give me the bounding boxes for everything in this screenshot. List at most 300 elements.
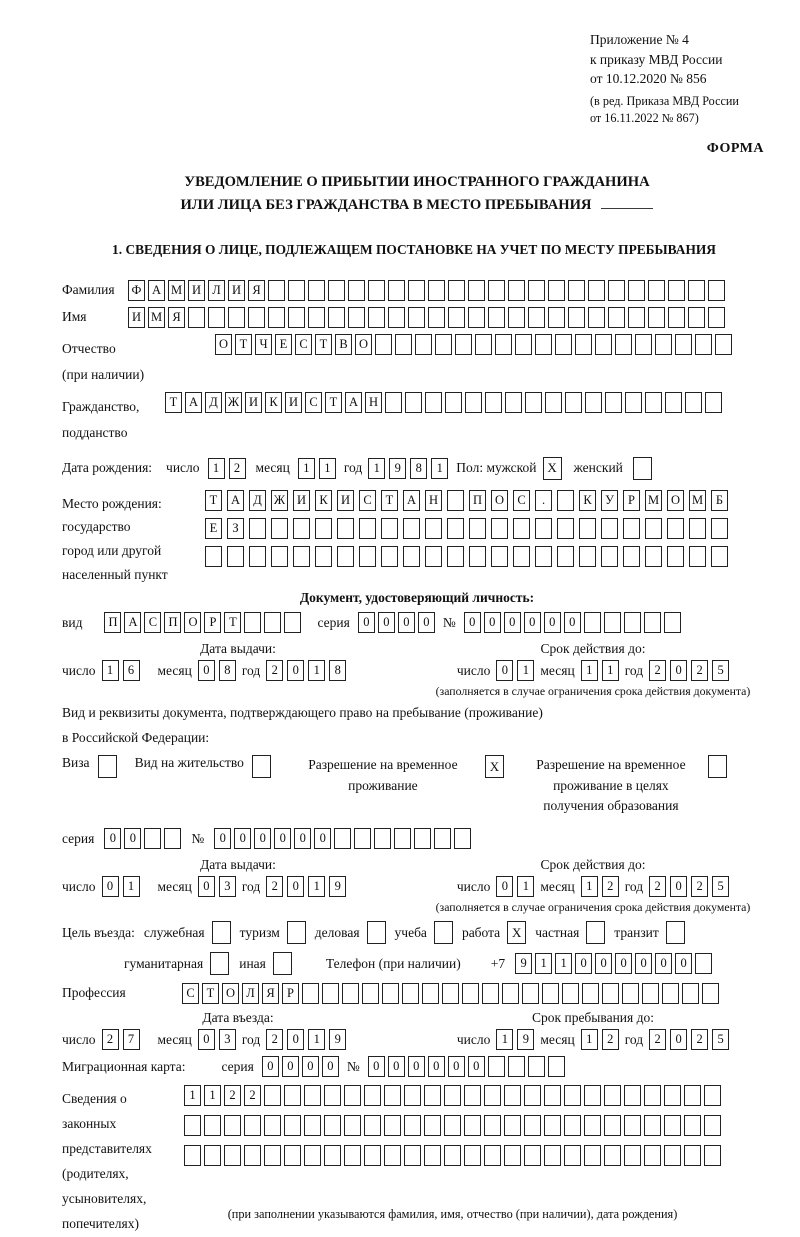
char-cell[interactable] <box>601 546 618 567</box>
char-cell[interactable] <box>528 1056 545 1077</box>
char-cell[interactable] <box>324 1085 341 1106</box>
char-cell[interactable] <box>447 546 464 567</box>
char-cell[interactable] <box>271 518 288 539</box>
char-cell[interactable]: 0 <box>408 1056 425 1077</box>
char-cell[interactable] <box>564 1145 581 1166</box>
char-cell[interactable] <box>508 1056 525 1077</box>
char-cell[interactable]: 0 <box>388 1056 405 1077</box>
char-cell[interactable]: 0 <box>398 612 415 633</box>
char-cell[interactable]: И <box>293 490 310 511</box>
checkbox-official[interactable] <box>212 921 231 944</box>
char-cell[interactable] <box>425 392 442 413</box>
char-cell[interactable] <box>689 546 706 567</box>
char-cell[interactable] <box>444 1145 461 1166</box>
char-cell[interactable] <box>364 1085 381 1106</box>
char-cell[interactable] <box>322 983 339 1004</box>
char-cell[interactable] <box>334 828 351 849</box>
char-cell[interactable] <box>248 307 265 328</box>
char-cell[interactable]: 8 <box>219 660 236 681</box>
char-cell[interactable] <box>624 1115 641 1136</box>
char-cell[interactable] <box>555 334 572 355</box>
char-cell[interactable] <box>447 518 464 539</box>
char-cell[interactable] <box>315 518 332 539</box>
char-cell[interactable] <box>704 1145 721 1166</box>
char-cell[interactable]: Н <box>425 490 442 511</box>
char-cell[interactable] <box>584 612 601 633</box>
char-cell[interactable]: Т <box>315 334 332 355</box>
char-cell[interactable]: 2 <box>649 876 666 897</box>
char-cell[interactable]: 0 <box>670 876 687 897</box>
char-cell[interactable] <box>428 280 445 301</box>
char-cell[interactable]: П <box>164 612 181 633</box>
char-cell[interactable] <box>359 518 376 539</box>
char-cell[interactable] <box>144 828 161 849</box>
char-cell[interactable] <box>601 518 618 539</box>
char-cell[interactable] <box>645 392 662 413</box>
char-cell[interactable] <box>584 1085 601 1106</box>
char-cell[interactable] <box>448 280 465 301</box>
checkbox-study[interactable] <box>434 921 453 944</box>
char-cell[interactable] <box>227 546 244 567</box>
char-cell[interactable]: 1 <box>581 876 598 897</box>
char-cell[interactable]: 0 <box>282 1056 299 1077</box>
char-cell[interactable]: К <box>265 392 282 413</box>
char-cell[interactable]: 0 <box>287 660 304 681</box>
char-cell[interactable]: М <box>168 280 185 301</box>
char-cell[interactable] <box>585 392 602 413</box>
char-cell[interactable]: 1 <box>517 660 534 681</box>
char-cell[interactable]: 1 <box>431 458 448 479</box>
char-cell[interactable]: Ж <box>225 392 242 413</box>
char-cell[interactable]: 0 <box>595 953 612 974</box>
char-cell[interactable]: 0 <box>418 612 435 633</box>
char-cell[interactable]: 1 <box>208 458 225 479</box>
char-cell[interactable]: А <box>227 490 244 511</box>
char-cell[interactable] <box>622 983 639 1004</box>
char-cell[interactable] <box>464 1145 481 1166</box>
char-cell[interactable]: . <box>535 490 552 511</box>
char-cell[interactable] <box>284 1085 301 1106</box>
char-cell[interactable] <box>484 1145 501 1166</box>
char-cell[interactable] <box>388 307 405 328</box>
char-cell[interactable] <box>268 280 285 301</box>
char-cell[interactable]: Т <box>165 392 182 413</box>
char-cell[interactable] <box>205 546 222 567</box>
char-cell[interactable] <box>624 1085 641 1106</box>
char-cell[interactable]: И <box>245 392 262 413</box>
char-cell[interactable]: 5 <box>712 1029 729 1050</box>
char-cell[interactable] <box>524 1085 541 1106</box>
char-cell[interactable] <box>375 334 392 355</box>
char-cell[interactable]: 1 <box>319 458 336 479</box>
char-cell[interactable] <box>528 307 545 328</box>
char-cell[interactable]: 8 <box>329 660 346 681</box>
char-cell[interactable] <box>308 280 325 301</box>
char-cell[interactable] <box>288 280 305 301</box>
char-cell[interactable]: С <box>144 612 161 633</box>
char-cell[interactable] <box>545 392 562 413</box>
char-cell[interactable] <box>184 1115 201 1136</box>
char-cell[interactable] <box>465 392 482 413</box>
char-cell[interactable] <box>604 1115 621 1136</box>
char-cell[interactable] <box>402 983 419 1004</box>
char-cell[interactable] <box>644 1145 661 1166</box>
char-cell[interactable] <box>695 334 712 355</box>
char-cell[interactable] <box>584 1145 601 1166</box>
char-cell[interactable] <box>455 334 472 355</box>
char-cell[interactable]: 0 <box>635 953 652 974</box>
char-cell[interactable]: 1 <box>123 876 140 897</box>
char-cell[interactable]: 2 <box>229 458 246 479</box>
char-cell[interactable]: 2 <box>266 1029 283 1050</box>
char-cell[interactable]: П <box>104 612 121 633</box>
char-cell[interactable] <box>623 518 640 539</box>
char-cell[interactable]: Я <box>262 983 279 1004</box>
char-cell[interactable] <box>454 828 471 849</box>
char-cell[interactable]: 0 <box>254 828 271 849</box>
char-cell[interactable]: Б <box>711 490 728 511</box>
char-cell[interactable] <box>548 280 565 301</box>
char-cell[interactable]: П <box>469 490 486 511</box>
char-cell[interactable]: Е <box>205 518 222 539</box>
char-cell[interactable]: 0 <box>655 953 672 974</box>
char-cell[interactable]: 0 <box>214 828 231 849</box>
char-cell[interactable]: Е <box>275 334 292 355</box>
char-cell[interactable]: 0 <box>104 828 121 849</box>
char-cell[interactable] <box>682 983 699 1004</box>
char-cell[interactable]: 2 <box>602 1029 619 1050</box>
checkbox-transit[interactable] <box>666 921 685 944</box>
char-cell[interactable] <box>308 307 325 328</box>
char-cell[interactable] <box>624 612 641 633</box>
char-cell[interactable]: 9 <box>389 458 406 479</box>
char-cell[interactable]: 0 <box>615 953 632 974</box>
char-cell[interactable] <box>444 1115 461 1136</box>
char-cell[interactable]: 0 <box>564 612 581 633</box>
char-cell[interactable]: О <box>667 490 684 511</box>
char-cell[interactable]: 0 <box>322 1056 339 1077</box>
char-cell[interactable] <box>328 280 345 301</box>
char-cell[interactable] <box>495 334 512 355</box>
char-cell[interactable] <box>588 280 605 301</box>
char-cell[interactable]: У <box>601 490 618 511</box>
char-cell[interactable] <box>385 392 402 413</box>
char-cell[interactable] <box>565 392 582 413</box>
char-cell[interactable] <box>584 1115 601 1136</box>
char-cell[interactable]: 2 <box>649 660 666 681</box>
char-cell[interactable] <box>403 546 420 567</box>
char-cell[interactable] <box>708 280 725 301</box>
char-cell[interactable] <box>623 546 640 567</box>
char-cell[interactable] <box>615 334 632 355</box>
char-cell[interactable] <box>504 1085 521 1106</box>
checkbox-work[interactable]: X <box>507 921 526 944</box>
char-cell[interactable] <box>249 546 266 567</box>
char-cell[interactable]: Ч <box>255 334 272 355</box>
char-cell[interactable]: 2 <box>266 876 283 897</box>
char-cell[interactable] <box>445 392 462 413</box>
char-cell[interactable] <box>684 1115 701 1136</box>
char-cell[interactable]: 0 <box>464 612 481 633</box>
char-cell[interactable]: 1 <box>581 660 598 681</box>
char-cell[interactable] <box>542 983 559 1004</box>
char-cell[interactable] <box>664 1115 681 1136</box>
char-cell[interactable] <box>564 1085 581 1106</box>
char-cell[interactable] <box>491 518 508 539</box>
char-cell[interactable] <box>662 983 679 1004</box>
char-cell[interactable]: 1 <box>496 1029 513 1050</box>
char-cell[interactable] <box>557 490 574 511</box>
char-cell[interactable]: 5 <box>712 876 729 897</box>
char-cell[interactable]: 0 <box>670 660 687 681</box>
char-cell[interactable] <box>664 1145 681 1166</box>
char-cell[interactable] <box>348 307 365 328</box>
char-cell[interactable] <box>544 1115 561 1136</box>
char-cell[interactable] <box>548 307 565 328</box>
char-cell[interactable] <box>664 612 681 633</box>
char-cell[interactable] <box>337 518 354 539</box>
char-cell[interactable]: 1 <box>308 1029 325 1050</box>
char-cell[interactable]: 1 <box>308 876 325 897</box>
char-cell[interactable] <box>579 546 596 567</box>
char-cell[interactable] <box>395 334 412 355</box>
char-cell[interactable]: 0 <box>378 612 395 633</box>
char-cell[interactable] <box>488 1056 505 1077</box>
char-cell[interactable] <box>705 392 722 413</box>
char-cell[interactable] <box>344 1085 361 1106</box>
char-cell[interactable] <box>684 1085 701 1106</box>
char-cell[interactable] <box>424 1115 441 1136</box>
char-cell[interactable]: Р <box>623 490 640 511</box>
char-cell[interactable] <box>624 1145 641 1166</box>
char-cell[interactable] <box>408 280 425 301</box>
char-cell[interactable] <box>544 1085 561 1106</box>
char-cell[interactable] <box>381 546 398 567</box>
char-cell[interactable] <box>304 1085 321 1106</box>
char-cell[interactable]: З <box>227 518 244 539</box>
char-cell[interactable] <box>644 1085 661 1106</box>
char-cell[interactable] <box>628 280 645 301</box>
char-cell[interactable]: Л <box>242 983 259 1004</box>
char-cell[interactable] <box>704 1085 721 1106</box>
char-cell[interactable] <box>204 1115 221 1136</box>
char-cell[interactable]: Л <box>208 280 225 301</box>
char-cell[interactable] <box>208 307 225 328</box>
char-cell[interactable] <box>515 334 532 355</box>
char-cell[interactable]: 0 <box>358 612 375 633</box>
char-cell[interactable]: 0 <box>504 612 521 633</box>
char-cell[interactable] <box>535 546 552 567</box>
char-cell[interactable] <box>344 1145 361 1166</box>
char-cell[interactable] <box>394 828 411 849</box>
char-cell[interactable] <box>368 280 385 301</box>
char-cell[interactable]: Д <box>205 392 222 413</box>
char-cell[interactable] <box>689 518 706 539</box>
char-cell[interactable] <box>462 983 479 1004</box>
char-cell[interactable]: 0 <box>274 828 291 849</box>
char-cell[interactable]: 1 <box>102 660 119 681</box>
char-cell[interactable] <box>604 1145 621 1166</box>
char-cell[interactable] <box>604 612 621 633</box>
char-cell[interactable] <box>434 828 451 849</box>
char-cell[interactable] <box>605 392 622 413</box>
char-cell[interactable] <box>668 307 685 328</box>
char-cell[interactable]: К <box>579 490 596 511</box>
char-cell[interactable] <box>484 1115 501 1136</box>
char-cell[interactable]: О <box>491 490 508 511</box>
char-cell[interactable]: И <box>128 307 145 328</box>
char-cell[interactable] <box>381 518 398 539</box>
checkbox-tourism[interactable] <box>287 921 306 944</box>
char-cell[interactable]: Т <box>325 392 342 413</box>
char-cell[interactable] <box>475 334 492 355</box>
char-cell[interactable]: 0 <box>287 876 304 897</box>
char-cell[interactable]: О <box>222 983 239 1004</box>
char-cell[interactable]: 3 <box>219 1029 236 1050</box>
char-cell[interactable]: Ж <box>271 490 288 511</box>
char-cell[interactable] <box>645 546 662 567</box>
char-cell[interactable] <box>364 1145 381 1166</box>
char-cell[interactable] <box>293 546 310 567</box>
char-cell[interactable] <box>384 1145 401 1166</box>
char-cell[interactable]: 8 <box>410 458 427 479</box>
char-cell[interactable]: М <box>645 490 662 511</box>
char-cell[interactable] <box>359 546 376 567</box>
char-cell[interactable] <box>284 1145 301 1166</box>
char-cell[interactable] <box>524 1145 541 1166</box>
char-cell[interactable]: 0 <box>428 1056 445 1077</box>
char-cell[interactable] <box>608 280 625 301</box>
char-cell[interactable] <box>602 983 619 1004</box>
char-cell[interactable] <box>374 828 391 849</box>
char-cell[interactable] <box>324 1145 341 1166</box>
char-cell[interactable] <box>702 983 719 1004</box>
char-cell[interactable] <box>588 307 605 328</box>
char-cell[interactable]: С <box>513 490 530 511</box>
char-cell[interactable]: С <box>305 392 322 413</box>
char-cell[interactable] <box>404 1115 421 1136</box>
char-cell[interactable] <box>711 518 728 539</box>
char-cell[interactable] <box>604 1085 621 1106</box>
char-cell[interactable]: 2 <box>649 1029 666 1050</box>
char-cell[interactable]: 0 <box>544 612 561 633</box>
char-cell[interactable] <box>508 307 525 328</box>
char-cell[interactable]: Я <box>248 280 265 301</box>
char-cell[interactable] <box>575 334 592 355</box>
char-cell[interactable] <box>485 392 502 413</box>
char-cell[interactable]: 1 <box>368 458 385 479</box>
char-cell[interactable] <box>655 334 672 355</box>
char-cell[interactable]: А <box>124 612 141 633</box>
char-cell[interactable] <box>522 983 539 1004</box>
char-cell[interactable]: В <box>335 334 352 355</box>
char-cell[interactable]: О <box>355 334 372 355</box>
char-cell[interactable] <box>405 392 422 413</box>
char-cell[interactable] <box>364 1115 381 1136</box>
char-cell[interactable] <box>425 546 442 567</box>
char-cell[interactable] <box>464 1085 481 1106</box>
char-cell[interactable]: 2 <box>691 876 708 897</box>
char-cell[interactable] <box>328 307 345 328</box>
char-cell[interactable]: Р <box>282 983 299 1004</box>
char-cell[interactable] <box>648 307 665 328</box>
char-cell[interactable]: М <box>148 307 165 328</box>
char-cell[interactable] <box>342 983 359 1004</box>
char-cell[interactable] <box>284 612 301 633</box>
char-cell[interactable] <box>708 307 725 328</box>
char-cell[interactable]: 1 <box>517 876 534 897</box>
char-cell[interactable] <box>288 307 305 328</box>
char-cell[interactable] <box>482 983 499 1004</box>
char-cell[interactable] <box>384 1115 401 1136</box>
char-cell[interactable] <box>271 546 288 567</box>
char-cell[interactable] <box>388 280 405 301</box>
char-cell[interactable] <box>422 983 439 1004</box>
char-cell[interactable]: И <box>337 490 354 511</box>
char-cell[interactable]: К <box>315 490 332 511</box>
char-cell[interactable]: 2 <box>691 660 708 681</box>
char-cell[interactable] <box>354 828 371 849</box>
char-cell[interactable]: 2 <box>602 876 619 897</box>
char-cell[interactable] <box>447 490 464 511</box>
char-cell[interactable]: И <box>228 280 245 301</box>
char-cell[interactable] <box>442 983 459 1004</box>
char-cell[interactable]: 0 <box>198 876 215 897</box>
char-cell[interactable]: Т <box>381 490 398 511</box>
char-cell[interactable] <box>415 334 432 355</box>
char-cell[interactable] <box>635 334 652 355</box>
char-cell[interactable] <box>164 828 181 849</box>
char-cell[interactable] <box>684 1145 701 1166</box>
char-cell[interactable] <box>444 1085 461 1106</box>
char-cell[interactable]: 1 <box>298 458 315 479</box>
char-cell[interactable]: 0 <box>198 660 215 681</box>
char-cell[interactable]: 0 <box>294 828 311 849</box>
char-cell[interactable]: 9 <box>517 1029 534 1050</box>
char-cell[interactable] <box>524 1115 541 1136</box>
char-cell[interactable]: 9 <box>515 953 532 974</box>
char-cell[interactable] <box>715 334 732 355</box>
char-cell[interactable]: 2 <box>266 660 283 681</box>
char-cell[interactable]: 1 <box>204 1085 221 1106</box>
char-cell[interactable] <box>664 1085 681 1106</box>
char-cell[interactable] <box>557 518 574 539</box>
char-cell[interactable]: 6 <box>123 660 140 681</box>
checkbox-business[interactable] <box>367 921 386 944</box>
char-cell[interactable] <box>484 1085 501 1106</box>
char-cell[interactable] <box>528 280 545 301</box>
char-cell[interactable] <box>525 392 542 413</box>
char-cell[interactable] <box>513 518 530 539</box>
checkbox-other[interactable] <box>273 952 292 975</box>
char-cell[interactable]: 0 <box>675 953 692 974</box>
char-cell[interactable] <box>304 1115 321 1136</box>
char-cell[interactable]: 0 <box>496 660 513 681</box>
char-cell[interactable]: Ф <box>128 280 145 301</box>
char-cell[interactable] <box>464 1115 481 1136</box>
char-cell[interactable]: 0 <box>262 1056 279 1077</box>
char-cell[interactable] <box>688 307 705 328</box>
char-cell[interactable] <box>244 1145 261 1166</box>
char-cell[interactable]: А <box>148 280 165 301</box>
char-cell[interactable] <box>644 1115 661 1136</box>
char-cell[interactable] <box>284 1115 301 1136</box>
char-cell[interactable] <box>435 334 452 355</box>
char-cell[interactable]: Т <box>205 490 222 511</box>
char-cell[interactable]: Я <box>168 307 185 328</box>
char-cell[interactable]: 2 <box>691 1029 708 1050</box>
char-cell[interactable] <box>362 983 379 1004</box>
